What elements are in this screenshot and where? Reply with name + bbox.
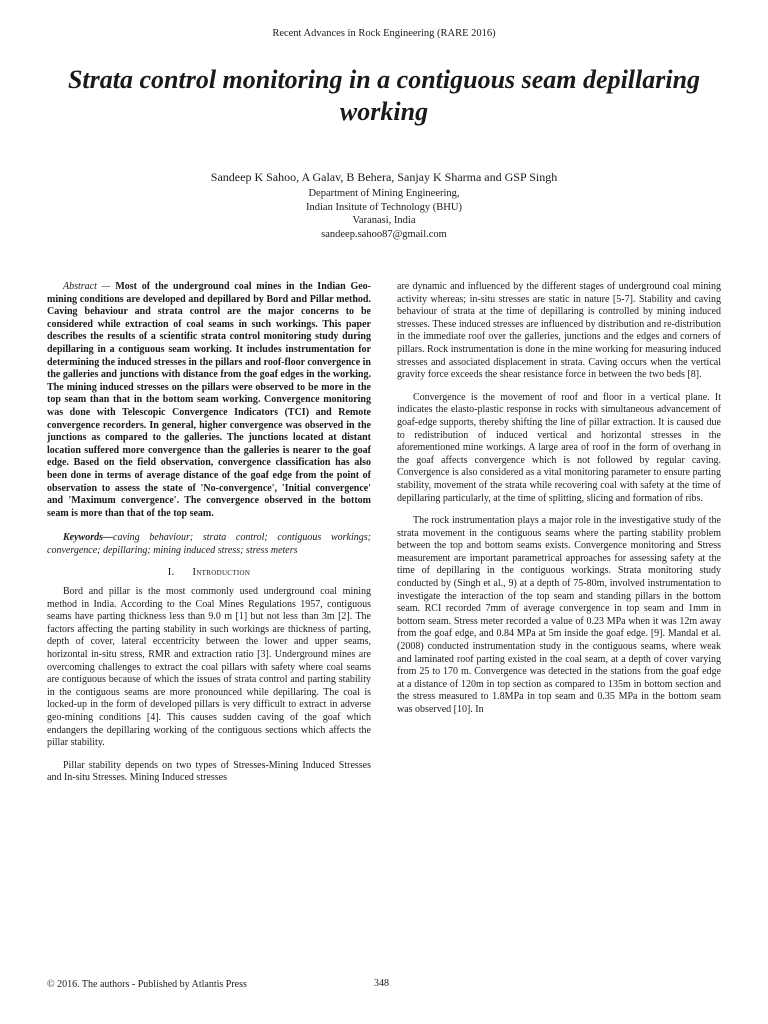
left-column [47, 281, 371, 795]
conference-header: Recent Advances in Rock Engineering (RARE 2016) [272, 28, 496, 39]
section-heading [47, 567, 371, 580]
paper-title: Strata control monitoring in a contiguous seam depillaring working [67, 65, 701, 126]
body-paragraph-continued: are dynamic and influenced by the different stages of underground coal mining activity whereas; in-situ stresses are static in nature [5-7]. Stability and caving behaviour of strata at the time of depillaring is controlled by mining induced stresses. These induced stresses are influenced by distribution and re-distribution in the immediate roof over the galleries, junctions and the edges and corners of pillars. Rock instrumentation is done in the mine working for measuring induced stresses and associated displacement in strata. Caving occurs when the vertical gravity force exceeds the shear resistance force in between the two beds [8]. [397, 281, 721, 381]
keywords [47, 532, 371, 557]
author-email: sandeep.sahoo87@gmail.com [321, 228, 447, 240]
body-paragraph: Bord and pillar is the most commonly used underground coal mining method in India. According to the Coal Mines Regulations 1957, contiguous seams have parting thickness less than 9.0 m [1] but not less than 3m [2]. The factors affecting the parting stability in such workings are thickness of parting, depth of cover, lateral eccentricity between the lower and upper seams, horizontal in-situ stress, RMR and extraction ratio [3]. Underground mines are overcoming challenges to extract the coal pillars with safety where coal seams are contiguous because of which the issues of strata control and parting stability in the contiguous seams are more pronounced while depillaring. The coal is locked-up in the form of developed pillars is very difficult to extract in adverse geo-mining conditions [4]. This causes sudden caving of the goaf which endangers the depillaring working of the contiguous sections which affects the pillar stability. [47, 586, 371, 749]
abstract [47, 281, 371, 520]
page-number: 348 [374, 978, 389, 989]
keywords-label: Keywords— [63, 532, 113, 544]
copyright-notice: © 2016. The authors - Published by Atlantis Press [47, 979, 247, 990]
body-paragraph: Convergence is the movement of roof and floor in a vertical plane. It indicates the elasto-plastic response in rocks with simultaneous advancement of goaf-edge supports, thereby shifting the line of pillar extraction. It is caused due to redistribution of induced vertical and horizontal stresses in the aforementioned mine workings. A large area of roof in the form of overhang in the goaf affects convergence which is not followed by regular caving. Convergence is also considered as a vital monitoring parameter to ensure parting stability, movement of the strata while recovering coal with safety at the time of depillaring particularly, at the time of splitting, slicing and formation of ribs. [397, 391, 721, 504]
affiliation-block [0, 187, 768, 241]
affiliation-department: Department of Mining Engineering, [308, 188, 460, 199]
affiliation-city: Varanasi, India [352, 215, 416, 227]
affiliation-institute: Indian Insitute of Technology (BHU) [306, 201, 462, 213]
section-number: I. [167, 567, 175, 579]
right-column [397, 281, 721, 727]
body-paragraph: Pillar stability depends on two types of Stresses-Mining Induced Stresses and In-situ Stresses. Mining Induced stresses [47, 759, 371, 784]
keywords-text: caving behaviour; strata control; contiguous workings; convergence; depillaring; mining induced stress; stress meters [47, 532, 371, 556]
abstract-text: Most of the underground coal mines in the Indian Geo-mining conditions are developed and depillared by Bord and Pillar method. Caving behaviour and strata control are the major concerns to be considered while extraction of coal seams in such workings. This paper describes the results of a scientific strata control monitoring study during depillaring in a contiguous seam working. It includes instrumentation for determining the induced stresses in the pillars and roof-floor convergence in the galleries and junctions with distance from the goaf edges in the working. The mining induced stresses on the pillars were observed to be more in the top seam than that in the bottom seam working. Convergence monitoring was done with Telescopic Convergence Indicators (TCI) and Remote convergence recorders. In general, higher convergence was observed in the junctions as compared to the galleries. The junctions located at distant location suffered more convergence than the galleries is nearer to the goaf edge. Based on the field observation, convergence classification has also been done in terms of average distance of the goaf edge from the point of observation to assess the state of 'No-convergence', 'Initial convergence' and 'Maximum convergence'. The convergence observed in the bottom seam is more than that of the top seam. [47, 281, 371, 519]
body-paragraph: The rock instrumentation plays a major role in the investigative study of the strata movement in the contiguous seams where the parting stability problem between the top and bottom seams exists. Convergence monitoring and Stress measurement are important parametrical approaches for assessing safety at the time of depillaring in the contiguous workings. Strata monitoring study conducted by (Singh et al., 9) at a depth of 75-80m, involved instrumentation to investigate the interaction of the top seam and standing pillars in the bottom seam. RCI recorded 7mm of average convergence in top seam and 1mm in bottom seam. Stress meter recorded a value of 0.23 MPa when it was 12m away from the goaf edge, and 0.84 MPa at 5m inside the goaf edge. [9]. Mandal et al.(2008) conducted instrumentation study in the contiguous seams, where weak and laminated roof parting existed in the coal seam, at a depth of cover varying from 25 to 170 m. Convergence was detected in the stations from the goaf edge at a distance of 120m in top section as compared to 135m in bottom section and the stress measured to 1.8MPa in top seam and 0.35 MPa in the bottom seam was observed [10]. In [397, 515, 721, 715]
section-title: Introduction [192, 567, 251, 579]
author-list: Sandeep K Sahoo, A Galav, B Behera, Sanjay K Sharma and GSP Singh [210, 170, 558, 184]
abstract-label: Abstract — [63, 281, 111, 292]
